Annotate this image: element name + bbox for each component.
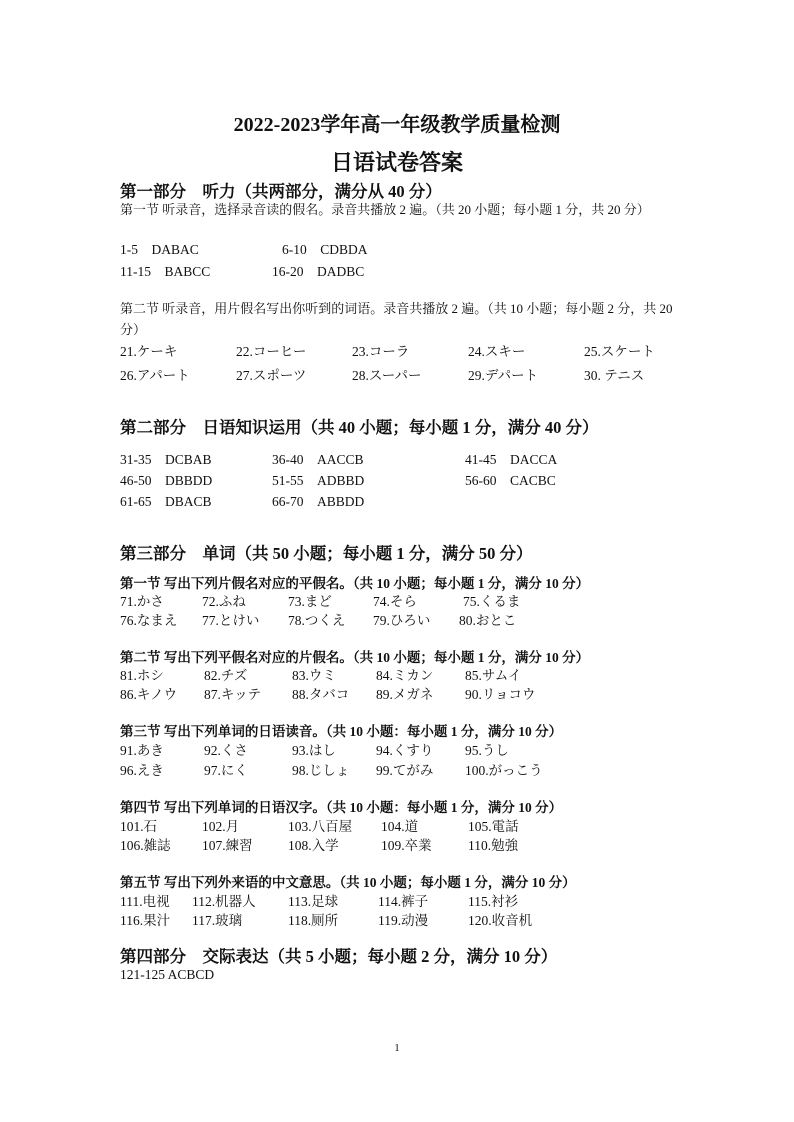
answer-item: 6-10 CDBDA bbox=[282, 242, 368, 257]
answer-item: 85.サムイ bbox=[465, 668, 522, 683]
answer-item: 72.ふね bbox=[202, 594, 246, 609]
answer-item: 84.ミカン bbox=[376, 668, 434, 683]
answer-item: 105.電話 bbox=[468, 819, 519, 834]
answer-item: 107.練習 bbox=[202, 838, 253, 853]
answer-item: 22.コーヒー bbox=[236, 344, 307, 359]
answer-item: 93.はし bbox=[292, 743, 336, 758]
part3-sec1-heading: 第一节 写出下列片假名对应的平假名。（共 10 小题；每小题 1 分，满分 10 分） bbox=[120, 576, 590, 591]
answer-item: 81.ホシ bbox=[120, 668, 164, 683]
answer-item: 77.とけい bbox=[202, 613, 260, 628]
answer-item: 82.チズ bbox=[204, 668, 248, 683]
answer-item: 118.厕所 bbox=[288, 913, 339, 928]
answer-item: 119.动漫 bbox=[378, 913, 429, 928]
document-title: 2022-2023学年高一年级教学质量检测 bbox=[233, 114, 561, 136]
part4-heading: 第四部分 交际表达（共 5 小题；每小题 2 分，满分 10 分） bbox=[120, 947, 558, 966]
answer-item: 116.果汁 bbox=[120, 913, 171, 928]
answer-item: 113.足球 bbox=[288, 894, 339, 909]
answer-item: 31-35 DCBAB bbox=[120, 452, 212, 467]
part3-sec4-heading: 第四节 写出下列单词的日语汉字。（共 10 小题：每小题 1 分，满分 10 分） bbox=[120, 800, 563, 815]
answer-item: 23.コーラ bbox=[352, 344, 410, 359]
part3-sec2-heading: 第二节 写出下列平假名对应的片假名。（共 10 小题；每小题 1 分，满分 10 分） bbox=[120, 650, 590, 665]
answer-item: 56-60 CACBC bbox=[465, 473, 556, 488]
answer-item: 78.つくえ bbox=[288, 613, 346, 628]
answer-item: 36-40 AACCB bbox=[272, 452, 364, 467]
answer-item: 110.勉強 bbox=[468, 838, 519, 853]
answer-item: 104.道 bbox=[381, 819, 419, 834]
answer-item: 96.えき bbox=[120, 763, 164, 778]
answer-item: 66-70 ABBDD bbox=[272, 494, 365, 509]
document-subtitle: 日语试卷答案 bbox=[330, 150, 463, 175]
answer-item: 97.にく bbox=[204, 763, 248, 778]
answer-item: 114.裤子 bbox=[378, 894, 429, 909]
answer-item: 101.石 bbox=[120, 819, 158, 834]
answer-item: 76.なまえ bbox=[120, 613, 178, 628]
answer-item: 86.キノウ bbox=[120, 687, 178, 702]
answer-item: 90.リョコウ bbox=[465, 687, 536, 702]
answer-item: 120.收音机 bbox=[468, 913, 533, 928]
answer-item: 80.おとこ bbox=[459, 613, 517, 628]
answer-item: 51-55 ADBBD bbox=[272, 473, 365, 488]
answer-item: 112.机器人 bbox=[192, 894, 256, 909]
answer-item: 71.かさ bbox=[120, 594, 164, 609]
answer-item: 117.玻璃 bbox=[192, 913, 243, 928]
answer-item: 11-15 BABCC bbox=[120, 264, 211, 279]
answer-item: 92.くさ bbox=[204, 743, 248, 758]
answer-item: 26.アパート bbox=[120, 368, 190, 383]
answer-item: 98.じしょ bbox=[292, 763, 350, 778]
answer-item: 115.衬衫 bbox=[468, 894, 519, 909]
answer-item: 109.卒業 bbox=[381, 838, 432, 853]
part1-heading: 第一部分 听力（共两部分，满分从 40 分） bbox=[120, 182, 442, 201]
part1-sec1-description: 第一节 听录音，选择录音读的假名。录音共播放 2 遍。（共 20 小题；每小题 1 分，共 20 分） bbox=[120, 202, 650, 217]
answer-item: 103.八百屋 bbox=[288, 819, 353, 834]
part3-heading: 第三部分 单词（共 50 小题；每小题 1 分，满分 50 分） bbox=[120, 544, 533, 563]
answer-item: 111.电视 bbox=[120, 894, 170, 909]
answer-item: 73.まど bbox=[288, 594, 332, 609]
answer-item: 121-125 ACBCD bbox=[120, 967, 215, 982]
answer-item: 29.デパート bbox=[468, 368, 539, 383]
answer-item: 95.うし bbox=[465, 743, 509, 758]
answer-item: 27.スポーツ bbox=[236, 368, 307, 383]
answer-item: 41-45 DACCA bbox=[465, 452, 558, 467]
part2-heading: 第二部分 日语知识运用（共 40 小题；每小题 1 分，满分 40 分） bbox=[120, 418, 599, 437]
answer-item: 30. テニス bbox=[584, 368, 645, 383]
answer-item: 88.タバコ bbox=[292, 687, 350, 702]
answer-item: 28.スーパー bbox=[352, 368, 422, 383]
part1-sec2-description: 第二节 听录音，用片假名写出你听到的词语。录音共播放 2 遍。（共 10 小题；每小题 2 分，共 20 分） bbox=[120, 301, 673, 337]
answer-item: 79.ひろい bbox=[373, 613, 431, 628]
part3-sec5-heading: 第五节 写出下列外来语的中文意思。（共 10 小题；每小题 1 分，满分 10 分） bbox=[120, 875, 576, 890]
answer-item: 16-20 DADBC bbox=[272, 264, 365, 279]
answer-item: 94.くすり bbox=[376, 743, 434, 758]
part3-sec3-heading: 第三节 写出下列单词的日语读音。（共 10 小题：每小题 1 分，满分 10 分） bbox=[120, 724, 563, 739]
answer-item: 61-65 DBACB bbox=[120, 494, 212, 509]
answer-item: 25.スケート bbox=[584, 344, 655, 359]
answer-item: 21.ケーキ bbox=[120, 344, 178, 359]
answer-item: 1-5 DABAC bbox=[120, 242, 199, 257]
answer-item: 108.入学 bbox=[288, 838, 339, 853]
answer-item: 46-50 DBBDD bbox=[120, 473, 213, 488]
page-number: 1 bbox=[394, 1042, 400, 1054]
answer-item: 87.キッテ bbox=[204, 687, 262, 702]
answer-item: 106.雑誌 bbox=[120, 838, 171, 853]
answer-item: 74.そら bbox=[373, 594, 417, 609]
answer-item: 99.てがみ bbox=[376, 763, 434, 778]
answer-item: 100.がっこう bbox=[465, 763, 543, 778]
answer-item: 91.あき bbox=[120, 743, 164, 758]
answer-item: 102.月 bbox=[202, 819, 240, 834]
answer-item: 75.くるま bbox=[463, 594, 521, 609]
answer-item: 83.ウミ bbox=[292, 668, 336, 683]
answer-item: 24.スキー bbox=[468, 344, 526, 359]
answer-item: 89.メガネ bbox=[376, 687, 434, 702]
